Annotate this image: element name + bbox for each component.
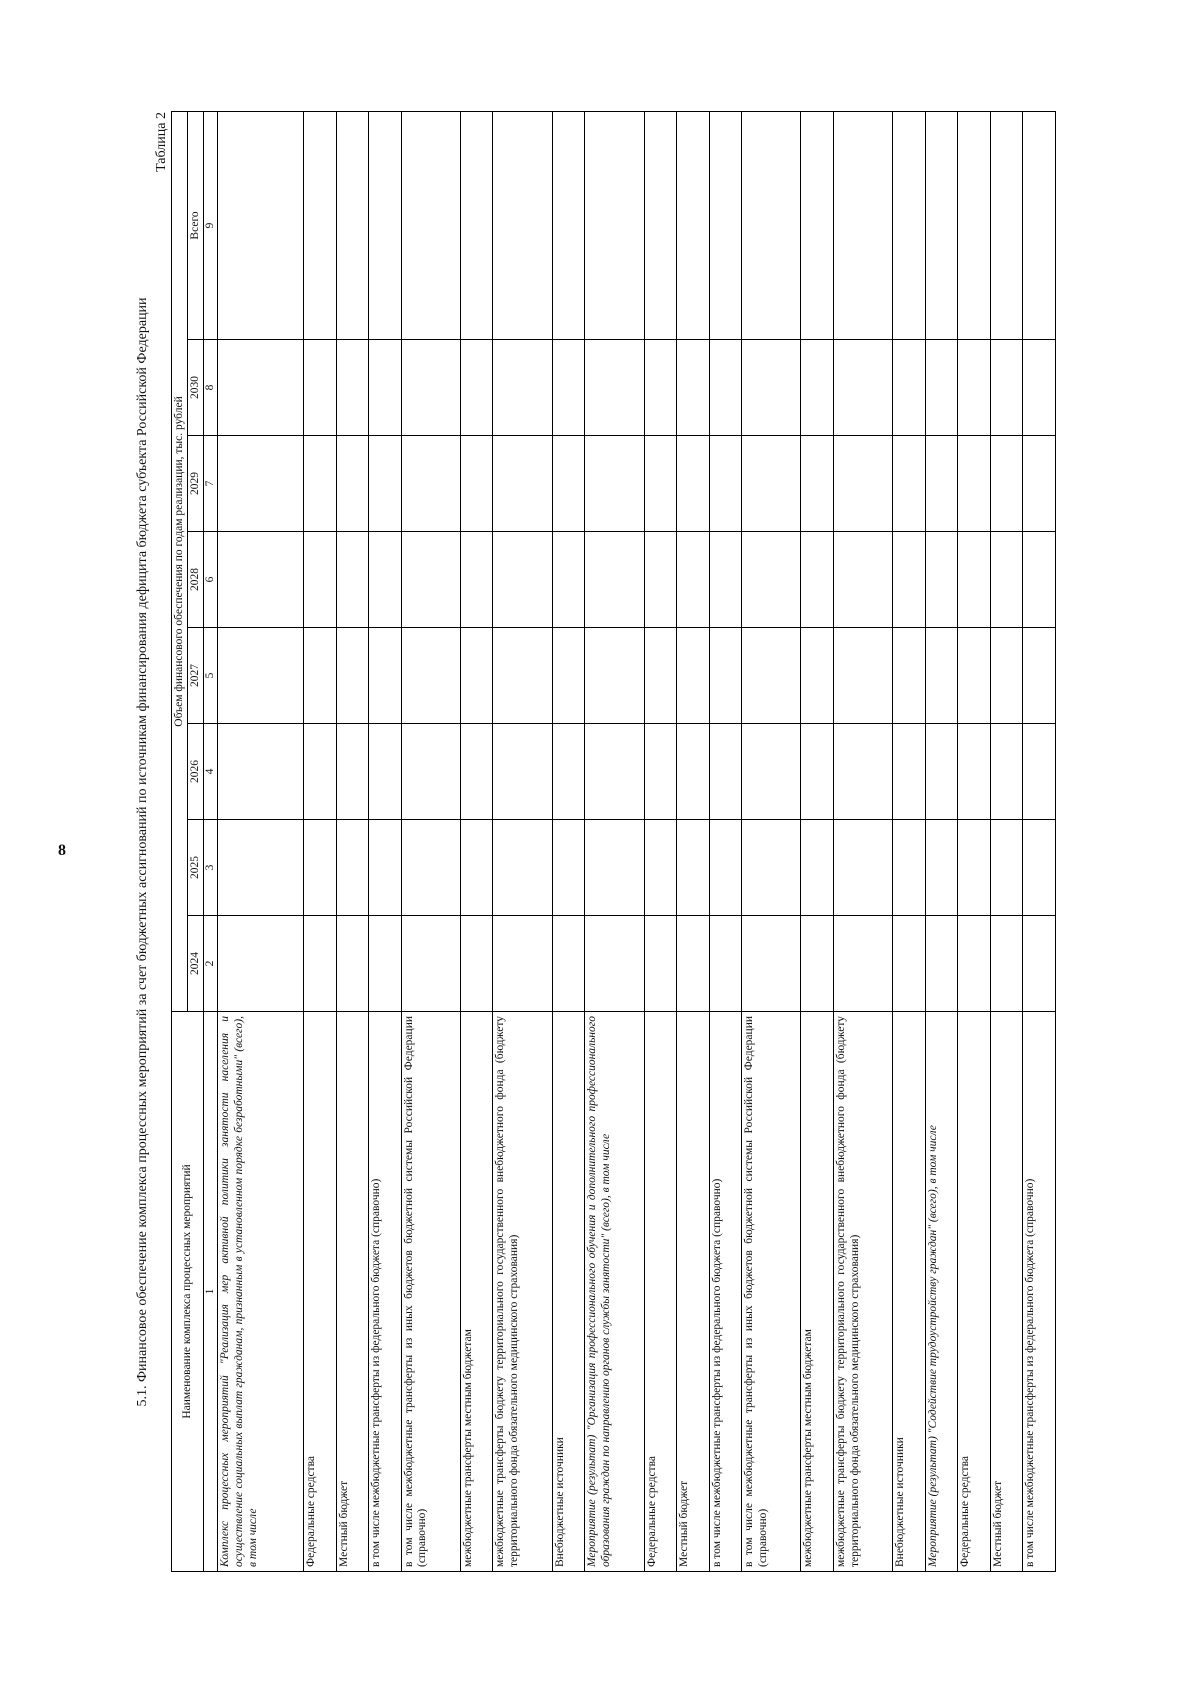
value-cell <box>1023 532 1056 628</box>
value-cell <box>709 916 742 1012</box>
row-name-cell: в том числе межбюджетные трансферты из федерального бюджета (справочно) <box>369 1012 402 1572</box>
row-name-cell: в том числе межбюджетные трансферты из иных бюджетов бюджетной системы Российской Федерации (справочно) <box>401 1012 460 1572</box>
value-cell <box>369 916 402 1012</box>
table-row <box>958 111 991 1571</box>
value-cell <box>893 532 926 628</box>
value-cell <box>709 724 742 820</box>
value-cell <box>677 436 710 532</box>
row-name-cell: Федеральные средства <box>644 1012 677 1572</box>
value-cell <box>336 820 369 916</box>
value-cell <box>304 340 337 436</box>
row-name-cell: межбюджетные трансферты местным бюджетам <box>460 1012 493 1572</box>
value-cell <box>218 724 304 820</box>
row-name-cell: Местный бюджет <box>336 1012 369 1572</box>
table-row <box>742 111 801 1571</box>
value-cell <box>304 916 337 1012</box>
row-name-cell: межбюджетные трансферты местным бюджетам <box>801 1012 834 1572</box>
value-cell <box>801 340 834 436</box>
value-cell <box>460 820 493 916</box>
value-cell <box>742 916 801 1012</box>
value-cell <box>709 532 742 628</box>
value-cell <box>369 436 402 532</box>
column-number: 6 <box>204 532 218 628</box>
header-year-2024: 2024 <box>188 916 204 1012</box>
value-cell <box>677 111 710 339</box>
row-name-cell: Комплекс процессных мероприятий "Реализация мер активной политики занятости населения и осуществление социальных выплат гражданам, признанным в установленном порядке безработными" (всего), в том числе <box>218 1012 304 1572</box>
value-cell <box>1023 340 1056 436</box>
header-volume: Объем финансового обеспечения по годам реализации, тыс. рублей <box>172 111 188 1011</box>
value-cell <box>585 340 644 436</box>
value-cell <box>833 820 892 916</box>
column-number: 8 <box>204 340 218 436</box>
value-cell <box>925 820 958 916</box>
value-cell <box>401 532 460 628</box>
header-year-2028: 2028 <box>188 532 204 628</box>
value-cell <box>460 340 493 436</box>
value-cell <box>401 628 460 724</box>
column-number-row <box>204 111 218 1571</box>
value-cell <box>304 436 337 532</box>
table-row <box>709 111 742 1571</box>
value-cell <box>1023 724 1056 820</box>
value-cell <box>958 916 991 1012</box>
value-cell <box>644 820 677 916</box>
value-cell <box>336 532 369 628</box>
value-cell <box>709 436 742 532</box>
section-title: 5.1. Финансовое обеспечение комплекса процессных мероприятий за счет бюджетных ассигнований по источникам финансирования дефицита бюджета субъекта Российской Федерации <box>135 297 150 1407</box>
value-cell <box>833 532 892 628</box>
value-cell <box>304 111 337 339</box>
value-cell <box>585 916 644 1012</box>
value-cell <box>833 340 892 436</box>
value-cell <box>677 916 710 1012</box>
value-cell <box>958 436 991 532</box>
value-cell <box>336 916 369 1012</box>
value-cell <box>925 628 958 724</box>
value-cell <box>893 436 926 532</box>
row-name-cell: Внебюджетные источники <box>552 1012 585 1572</box>
value-cell <box>493 820 552 916</box>
table-row <box>677 111 710 1571</box>
value-cell <box>644 436 677 532</box>
value-cell <box>990 532 1023 628</box>
column-number: 7 <box>204 436 218 532</box>
value-cell <box>801 724 834 820</box>
value-cell <box>336 436 369 532</box>
value-cell <box>644 916 677 1012</box>
value-cell <box>677 532 710 628</box>
value-cell <box>493 724 552 820</box>
value-cell <box>218 111 304 339</box>
header-year-2027: 2027 <box>188 628 204 724</box>
header-year-2025: 2025 <box>188 820 204 916</box>
row-name-cell: Внебюджетные источники <box>893 1012 926 1572</box>
value-cell <box>1023 436 1056 532</box>
header-name: Наименование комплекса процессных мероприятий <box>172 1012 204 1572</box>
table-row <box>925 111 958 1571</box>
row-name-cell: в том числе межбюджетные трансферты из федерального бюджета (справочно) <box>1023 1012 1056 1572</box>
value-cell <box>833 724 892 820</box>
rotated-page <box>135 104 1065 1572</box>
table-row <box>1023 111 1056 1571</box>
value-cell <box>493 628 552 724</box>
value-cell <box>552 724 585 820</box>
column-number: 4 <box>204 724 218 820</box>
column-number: 2 <box>204 916 218 1012</box>
financing-table <box>171 111 1056 1572</box>
table-row <box>304 111 337 1571</box>
value-cell <box>336 628 369 724</box>
value-cell <box>401 724 460 820</box>
value-cell <box>990 724 1023 820</box>
value-cell <box>958 724 991 820</box>
value-cell <box>585 532 644 628</box>
value-cell <box>460 532 493 628</box>
header-year-2030: 2030 <box>188 340 204 436</box>
value-cell <box>893 724 926 820</box>
value-cell <box>218 820 304 916</box>
value-cell <box>1023 628 1056 724</box>
table-row <box>893 111 926 1571</box>
table-row <box>644 111 677 1571</box>
value-cell <box>958 532 991 628</box>
table-label: Таблица 2 <box>154 112 169 172</box>
value-cell <box>218 916 304 1012</box>
value-cell <box>644 532 677 628</box>
value-cell <box>709 340 742 436</box>
table-row <box>369 111 402 1571</box>
value-cell <box>644 340 677 436</box>
value-cell <box>990 820 1023 916</box>
value-cell <box>585 436 644 532</box>
table-row <box>552 111 585 1571</box>
value-cell <box>369 628 402 724</box>
value-cell <box>742 820 801 916</box>
value-cell <box>833 628 892 724</box>
value-cell <box>552 340 585 436</box>
value-cell <box>1023 916 1056 1012</box>
value-cell <box>493 532 552 628</box>
value-cell <box>925 111 958 339</box>
value-cell <box>401 436 460 532</box>
value-cell <box>958 340 991 436</box>
value-cell <box>801 436 834 532</box>
value-cell <box>552 111 585 339</box>
value-cell <box>990 436 1023 532</box>
value-cell <box>644 628 677 724</box>
table-row <box>460 111 493 1571</box>
value-cell <box>801 111 834 339</box>
row-name-cell: межбюджетные трансферты бюджету территориального государственного внебюджетного фонда (бюджету территориального фонда обязательного медицинского страхования) <box>833 1012 892 1572</box>
table-row <box>990 111 1023 1571</box>
value-cell <box>369 820 402 916</box>
value-cell <box>493 916 552 1012</box>
row-name-cell: Мероприятие (результат) "Содействие трудоустройству граждан" (всего), в том числе <box>925 1012 958 1572</box>
value-cell <box>925 916 958 1012</box>
value-cell <box>893 916 926 1012</box>
value-cell <box>369 111 402 339</box>
value-cell <box>460 436 493 532</box>
table-row <box>833 111 892 1571</box>
row-name-cell: Местный бюджет <box>990 1012 1023 1572</box>
value-cell <box>833 436 892 532</box>
row-name-cell: Федеральные средства <box>304 1012 337 1572</box>
value-cell <box>585 111 644 339</box>
table-row <box>336 111 369 1571</box>
value-cell <box>369 340 402 436</box>
value-cell <box>585 820 644 916</box>
column-number: 5 <box>204 628 218 724</box>
value-cell <box>336 111 369 339</box>
value-cell <box>925 340 958 436</box>
table-body <box>204 111 1056 1571</box>
value-cell <box>460 628 493 724</box>
value-cell <box>958 820 991 916</box>
value-cell <box>460 111 493 339</box>
value-cell <box>742 628 801 724</box>
value-cell <box>304 532 337 628</box>
row-name-cell: межбюджетные трансферты бюджету территориального государственного внебюджетного фонда (бюджету территориального фонда обязательного медицинского страхования) <box>493 1012 552 1572</box>
value-cell <box>801 820 834 916</box>
value-cell <box>218 436 304 532</box>
value-cell <box>742 532 801 628</box>
value-cell <box>401 111 460 339</box>
value-cell <box>460 916 493 1012</box>
value-cell <box>958 111 991 339</box>
table-wrap <box>171 112 1056 1572</box>
value-cell <box>742 111 801 339</box>
value-cell <box>990 111 1023 339</box>
value-cell <box>709 111 742 339</box>
value-cell <box>336 340 369 436</box>
value-cell <box>585 724 644 820</box>
value-cell <box>1023 111 1056 339</box>
value-cell <box>801 532 834 628</box>
value-cell <box>304 820 337 916</box>
table-row <box>585 111 644 1571</box>
value-cell <box>552 820 585 916</box>
header-year-2029: 2029 <box>188 436 204 532</box>
value-cell <box>709 628 742 724</box>
value-cell <box>677 340 710 436</box>
value-cell <box>218 628 304 724</box>
value-cell <box>677 724 710 820</box>
value-cell <box>709 820 742 916</box>
value-cell <box>552 532 585 628</box>
value-cell <box>552 436 585 532</box>
value-cell <box>304 724 337 820</box>
value-cell <box>644 111 677 339</box>
table-row <box>401 111 460 1571</box>
header-row-1 <box>172 111 188 1571</box>
value-cell <box>833 111 892 339</box>
value-cell <box>218 532 304 628</box>
value-cell <box>218 340 304 436</box>
value-cell <box>893 628 926 724</box>
value-cell <box>677 628 710 724</box>
value-cell <box>304 628 337 724</box>
row-name-cell: Федеральные средства <box>958 1012 991 1572</box>
value-cell <box>1023 820 1056 916</box>
value-cell <box>369 724 402 820</box>
value-cell <box>742 340 801 436</box>
row-name-cell: Мероприятие (результат) "Организация профессионального обучения и дополнительного профессионального образования граждан по направлению органов службы занятости" (всего), в том числе <box>585 1012 644 1572</box>
value-cell <box>801 916 834 1012</box>
page-number: 8 <box>58 842 66 859</box>
value-cell <box>925 724 958 820</box>
value-cell <box>644 724 677 820</box>
header-year-2026: 2026 <box>188 724 204 820</box>
value-cell <box>925 436 958 532</box>
column-number: 1 <box>204 1012 218 1572</box>
value-cell <box>925 532 958 628</box>
row-name-cell: в том числе межбюджетные трансферты из федерального бюджета (справочно) <box>709 1012 742 1572</box>
table-row <box>493 111 552 1571</box>
value-cell <box>990 916 1023 1012</box>
value-cell <box>893 820 926 916</box>
value-cell <box>893 340 926 436</box>
value-cell <box>493 340 552 436</box>
value-cell <box>742 724 801 820</box>
value-cell <box>493 436 552 532</box>
column-number: 9 <box>204 111 218 339</box>
value-cell <box>460 724 493 820</box>
column-number: 3 <box>204 820 218 916</box>
value-cell <box>833 916 892 1012</box>
value-cell <box>336 724 369 820</box>
value-cell <box>742 436 801 532</box>
value-cell <box>401 820 460 916</box>
value-cell <box>552 916 585 1012</box>
value-cell <box>401 340 460 436</box>
value-cell <box>958 628 991 724</box>
value-cell <box>990 340 1023 436</box>
value-cell <box>401 916 460 1012</box>
value-cell <box>893 111 926 339</box>
header-total: Всего <box>188 111 204 339</box>
value-cell <box>801 628 834 724</box>
value-cell <box>369 532 402 628</box>
value-cell <box>585 628 644 724</box>
value-cell <box>493 111 552 339</box>
value-cell <box>990 628 1023 724</box>
table-row <box>801 111 834 1571</box>
table-row <box>218 111 304 1571</box>
value-cell <box>552 628 585 724</box>
value-cell <box>677 820 710 916</box>
row-name-cell: Местный бюджет <box>677 1012 710 1572</box>
row-name-cell: в том числе межбюджетные трансферты из иных бюджетов бюджетной системы Российской Федерации (справочно) <box>742 1012 801 1572</box>
